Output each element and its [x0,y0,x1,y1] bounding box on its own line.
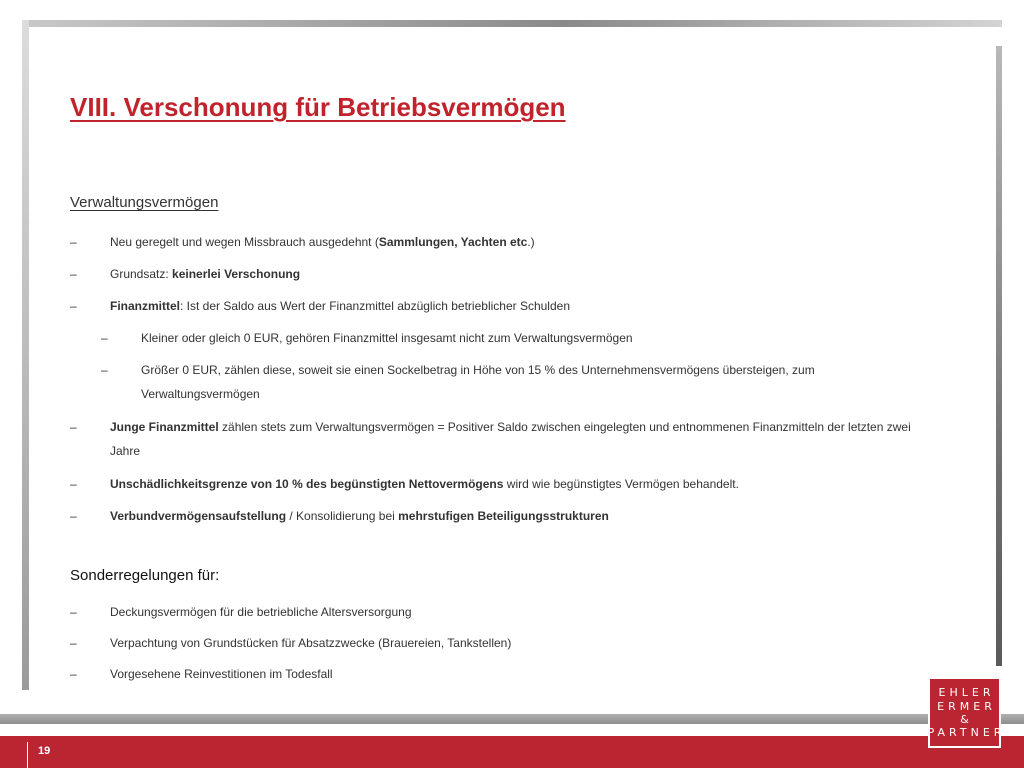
item-line [110,439,990,463]
item-line [110,230,990,254]
section1-list-item [70,504,990,528]
section1-list-item [70,415,990,463]
text: Neu geregelt und wegen Missbrauch ausgedehnt ( [110,235,379,249]
text: Größer 0 EUR, zählen diese, soweit sie einen Sockelbetrag in Höhe von 15 % des Unternehmensvermögens übersteigen, zum [141,363,815,377]
section-heading-sonderregelungen: Sonderregelungen für: [70,567,220,584]
text: / Konsolidierung bei [286,509,399,523]
bullet-dash: – [101,363,108,377]
item-line [110,631,990,655]
text: Deckungsvermögen für die betriebliche Altersversorgung [110,605,412,619]
top-frame-bar [28,20,1002,27]
footer-gray-bar [0,714,1024,724]
logo-line-2: ERMER [937,699,996,713]
section1-list-item [70,294,990,318]
bold-text: Finanzmittel [110,299,181,313]
section2-list-item [70,662,990,686]
text: .) [527,235,535,249]
bullet-dash: – [70,267,77,281]
section2-list-item [70,631,990,655]
item-line [110,504,990,528]
right-frame-bar [996,46,1002,666]
item-line [110,415,990,439]
bold-text: Verbundvermögensaufstellung [110,509,287,523]
left-frame-bar [22,20,29,690]
footer-red-bar [0,736,1024,768]
item-line [110,262,990,286]
logo-line-4: PARTNER [927,725,1006,739]
bullet-dash: – [70,509,77,523]
bullet-dash: – [70,299,77,313]
item-line [110,472,990,496]
bullet-dash: – [70,477,77,491]
section-heading-verwaltungsvermoegen: Verwaltungsvermögen [70,194,219,211]
item-line [110,600,990,624]
item-line [110,662,990,686]
bullet-dash: – [70,667,77,681]
logo-line-3: & [960,712,969,726]
section1-list-item [70,230,990,254]
logo-line-1: EHLER [938,685,995,699]
bullet-dash: – [70,605,77,619]
section2-list-item [70,600,990,624]
text: Verwaltungsvermögen [141,387,260,401]
bold-text: mehrstufigen Beteiligungsstrukturen [398,509,609,523]
footer-divider [27,742,28,768]
section1-list-item [70,262,990,286]
item-line [141,326,971,350]
bold-text: Sammlungen, Yachten etc [378,235,528,249]
text: Jahre [110,444,141,458]
page-number: 19 [38,745,51,757]
item-line [141,358,971,382]
bold-text: keinerlei Verschonung [172,267,301,281]
text: Vorgesehene Reinvestitionen im Todesfall [110,667,333,681]
slide-title: VIII. Verschonung für Betriebsvermögen [70,92,566,122]
bullet-dash: – [101,331,108,345]
company-logo [927,677,1006,748]
text: zählen stets zum Verwaltungsvermögen = Positiver Saldo zwischen eingelegten und entnommenen Finanzmitteln der letzten zwei [218,420,911,434]
bullet-dash: – [70,636,77,650]
text: Grundsatz: [110,267,173,281]
text: Kleiner oder gleich 0 EUR, gehören Finanzmittel insgesamt nicht zum Verwaltungsvermögen [141,331,633,345]
section1-list-item [101,326,971,350]
bullet-dash: – [70,420,77,434]
text: : Ist der Saldo aus Wert der Finanzmittel abzüglich betrieblicher Schulden [180,299,570,313]
text: Verpachtung von Grundstücken für Absatzzwecke (Brauereien, Tankstellen) [110,636,512,650]
section1-list-item [101,358,971,406]
bold-text: Junge Finanzmittel [110,420,219,434]
bold-text: Unschädlichkeitsgrenze von 10 % des begünstigten Nettovermögens [110,477,504,491]
section1-list-item [70,472,990,496]
bullet-dash: – [70,235,77,249]
item-line [141,382,971,406]
item-line [110,294,990,318]
text: wird wie begünstigtes Vermögen behandelt. [503,477,739,491]
